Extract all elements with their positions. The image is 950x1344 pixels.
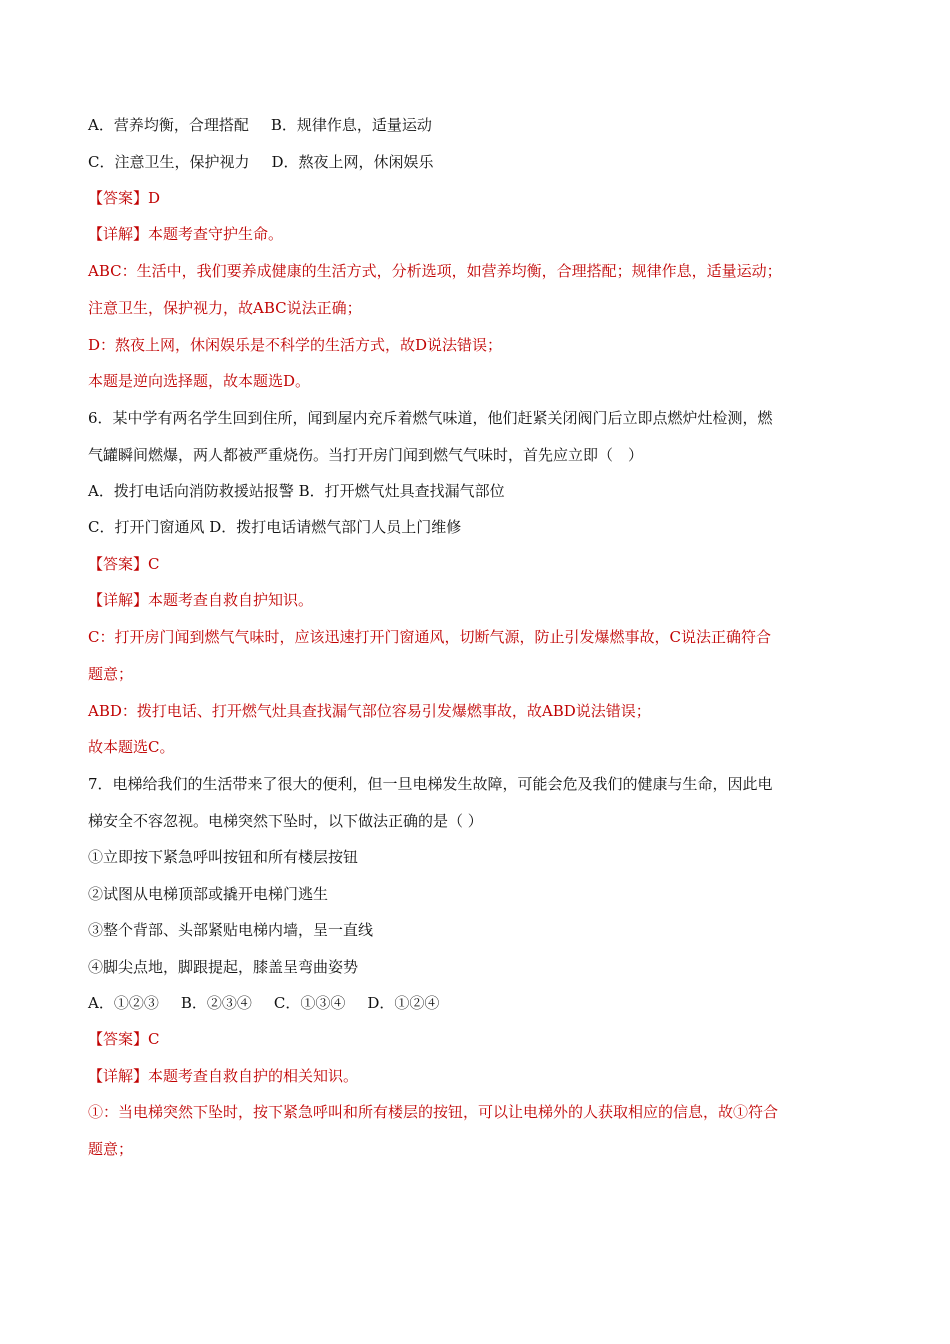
q6-explanation-2: 题意； [88, 665, 134, 683]
q7-explanation-2: 题意； [88, 1140, 134, 1158]
q7-detail: 【详解】本题考查自救自护的相关知识。 [88, 1067, 359, 1085]
q6-explanation-1: C：打开房门闻到燃气气味时，应该迅速打开门窗通风，切断气源，防止引发爆燃事故，C说法正确符合 [88, 628, 771, 646]
q5-explanation-2: 注意卫生，保护视力，故ABC说法正确； [88, 299, 362, 317]
q6-stem-1: 6．某中学有两名学生回到住所，闻到屋内充斥着燃气味道，他们赶紧关闭阀门后立即点燃炉灶检测，燃 [88, 409, 773, 427]
q5-option-c: C．注意卫生，保护视力 [88, 153, 250, 171]
q5-options-ab [88, 114, 866, 136]
q6-explanation-4: 故本题选C。 [88, 738, 175, 756]
q6-options-ab: A．拨打电话向消防救援站报警 B．打开燃气灶具查找漏气部位 [88, 482, 505, 500]
q6-detail: 【详解】本题考查自救自护知识。 [88, 591, 314, 609]
q5-option-d: D．熬夜上网，休闲娱乐 [271, 153, 434, 171]
q7-option-d: D．①②④ [367, 994, 440, 1012]
q5-option-a: A．营养均衡，合理搭配 [88, 116, 249, 134]
q6-stem-2: 气罐瞬间燃爆，两人都被严重烧伤。当打开房门闻到燃气气味时，首先应立即（ ） [88, 446, 644, 464]
q5-answer: 【答案】D [88, 189, 161, 207]
q5-detail: 【详解】本题考查守护生命。 [88, 225, 284, 243]
q7-item-2: ②试图从电梯顶部或撬开电梯门逃生 [88, 885, 329, 903]
q7-options [88, 992, 866, 1014]
q5-explanation-3: D：熬夜上网，休闲娱乐是不科学的生活方式，故D说法错误； [88, 336, 503, 354]
q7-option-c: C．①③④ [273, 994, 346, 1012]
q7-item-1: ①立即按下紧急呼叫按钮和所有楼层按钮 [88, 848, 359, 866]
q5-option-b: B．规律作息，适量运动 [270, 116, 432, 134]
q7-stem-2: 梯安全不容忽视。电梯突然下坠时，以下做法正确的是（ ） [88, 812, 483, 830]
q7-option-a: A．①②③ [88, 994, 159, 1012]
q6-answer: 【答案】C [88, 555, 160, 573]
q5-explanation-1: ABC：生活中，我们要养成健康的生活方式，分析选项，如营养均衡，合理搭配；规律作息，适量运动； [88, 262, 782, 280]
q7-explanation-1: ①：当电梯突然下坠时，按下紧急呼叫和所有楼层的按钮，可以让电梯外的人获取相应的信息，故①符合 [88, 1103, 779, 1121]
q7-item-4: ④脚尖点地，脚跟提起，膝盖呈弯曲姿势 [88, 958, 359, 976]
q6-options-cd: C．打开门窗通风 D．拨打电话请燃气部门人员上门维修 [88, 518, 462, 536]
q7-option-b: B．②③④ [180, 994, 252, 1012]
q7-answer: 【答案】C [88, 1030, 160, 1048]
q7-item-3: ③整个背部、头部紧贴电梯内墙，呈一直线 [88, 921, 374, 939]
q5-explanation-4: 本题是逆向选择题，故本题选D。 [88, 372, 311, 390]
q5-options-cd [88, 151, 866, 173]
q6-explanation-3: ABD：拨打电话、打开燃气灶具查找漏气部位容易引发爆燃事故，故ABD说法错误； [88, 702, 651, 720]
q7-stem-1: 7．电梯给我们的生活带来了很大的便利，但一旦电梯发生故障，可能会危及我们的健康与生命，因此电 [88, 775, 773, 793]
